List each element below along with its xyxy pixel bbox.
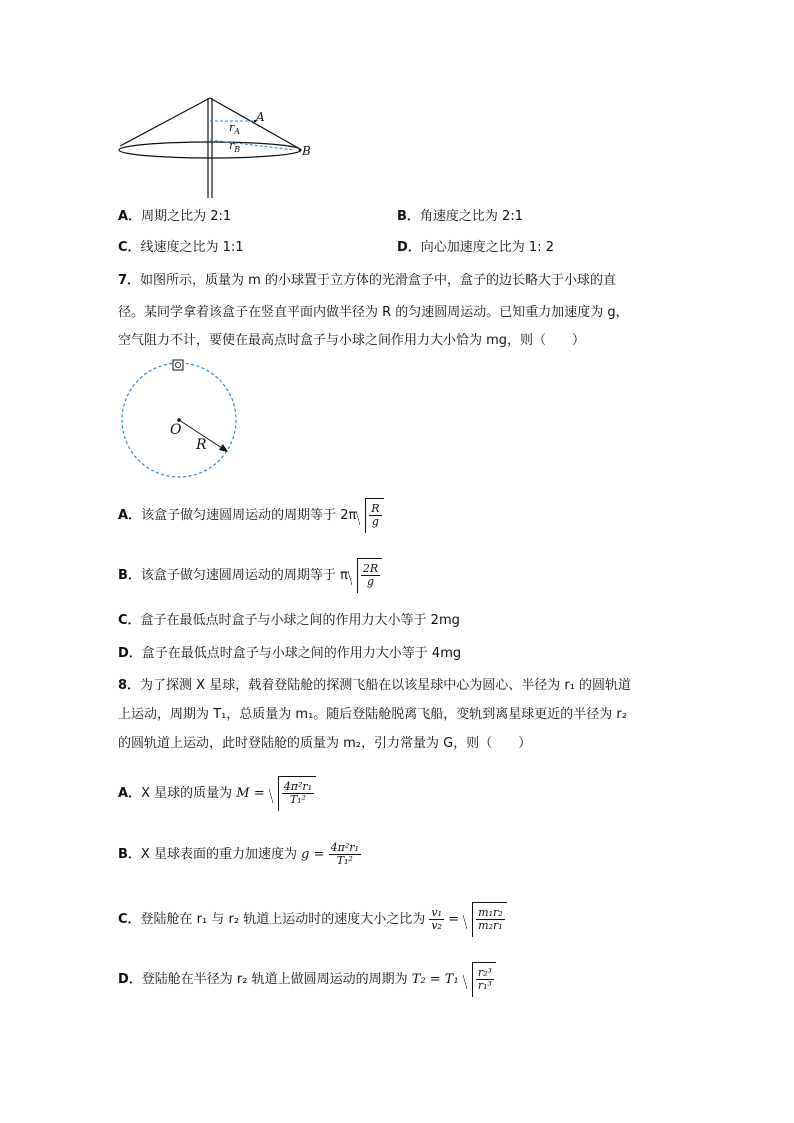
- q6-option-c[interactable]: C．线速度之比为 1:1: [118, 240, 244, 255]
- sqrt-formula: $\frac{\text{4π²r₁}}{\text{T₁²}}$: [269, 776, 316, 811]
- q7-option-a[interactable]: A．该盒子做匀速圆周运动的周期等于 2π $\frac{R}{g}$: [118, 498, 384, 533]
- label-A: A: [256, 110, 265, 124]
- q7-stem-line3: 空气阻力不计，要使在最高点时盒子与小球之间作用力大小恰为 mg，则（ ）: [118, 333, 586, 348]
- label-R: R: [196, 437, 207, 453]
- sqrt-formula: $\frac{R}{g}$: [356, 498, 383, 533]
- label-B: B: [302, 144, 311, 158]
- q6-option-a[interactable]: A．周期之比为 2:1: [118, 209, 232, 224]
- ratio-fraction: $\frac{\text{v₁}}{\text{v₂}}$: [431, 906, 442, 932]
- q8-option-b[interactable]: B．X 星球表面的重力加速度为 g = $\frac{\text{4π²r₁}}{\text{T₁²}}$: [118, 841, 359, 867]
- q7-stem-line1: 7．如图所示，质量为 m 的小球置于立方体的光滑盒子中，盒子的边长略大于小球的直: [118, 273, 616, 288]
- q6-option-b[interactable]: B．角速度之比为 2:1: [397, 209, 523, 224]
- q8-stem-line2: 上运动，周期为 T₁，总质量为 m₁。随后登陆舱脱离飞船，变轨到离星球更近的半径为 r₂: [118, 707, 627, 722]
- q8-stem-line1: 8．为了探测 X 星球，载着登陆舱的探测飞船在以该星球中心为圆心、半径为 r₁ 的圆轨道: [118, 678, 632, 693]
- cone-disc-figure: [110, 94, 330, 200]
- q8-stem-line3: 的圆轨道上运动，此时登陆舱的质量为 m₂，引力常量为 G，则（ ）: [118, 736, 532, 751]
- circular-motion-figure: [118, 358, 242, 480]
- label-O: O: [170, 422, 182, 438]
- q6-option-d[interactable]: D．向心加速度之比为 1: 2: [397, 240, 554, 255]
- q7-option-c[interactable]: C．盒子在最低点时盒子与小球之间的作用力大小等于 2mg: [118, 613, 460, 628]
- q8-option-d[interactable]: D．登陆舱在半径为 r₂ 轨道上做圆周运动的周期为 T₂ = T₁ $\frac{\text{r₂³}}{\text{r₁³}}$: [118, 962, 496, 997]
- label-rA: $r_A$: [229, 121, 241, 137]
- sqrt-formula: $\frac{\text{r₂³}}{\text{r₁³}}$: [463, 962, 496, 997]
- q7-option-b[interactable]: B．该盒子做匀速圆周运动的周期等于 π $\frac{2R}{g}$: [118, 558, 382, 593]
- q7-option-d[interactable]: D．盒子在最低点时盒子与小球之间的作用力大小等于 4mg: [118, 646, 462, 661]
- q7-stem-line2: 径。某同学拿着该盒子在竖直平面内做半径为 R 的匀速圆周运动。已知重力加速度为 g，: [118, 305, 629, 320]
- label-rB: $r_B$: [229, 139, 241, 155]
- q8-option-c[interactable]: C．登陆舱在 r₁ 与 r₂ 轨道上运动时的速度大小之比为 $\frac{\text{v₁}}{\text{v₂}}$ = $\frac{\text{m₁r₂}}{\text{m₂r₁}}$: [118, 902, 507, 937]
- sqrt-formula: $\frac{\text{m₁r₂}}{\text{m₂r₁}}$: [463, 902, 507, 937]
- q8-option-a[interactable]: A．X 星球的质量为 M = $\frac{\text{4π²r₁}}{\text{T₁²}}$: [118, 776, 316, 811]
- sqrt-formula: $\frac{2R}{g}$: [348, 558, 382, 593]
- fraction-formula: $\frac{\text{4π²r₁}}{\text{T₁²}}$: [330, 841, 359, 867]
